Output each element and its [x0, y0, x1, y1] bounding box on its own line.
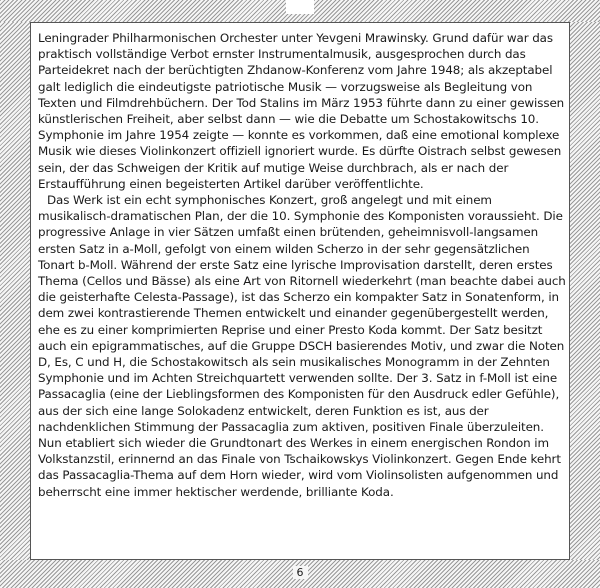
body-text	[38, 30, 566, 500]
top-frame-notch	[286, 0, 314, 14]
page-number: 6	[293, 566, 308, 579]
page-frame-left	[0, 22, 30, 560]
page-number-footer	[0, 566, 600, 580]
paragraph-2: Das Werk ist ein echt symphonisches Konzert, groß angelegt und mit einem musikalisch-dramatischen Plan, der die 10. Symphonie des Komponisten voraussieht. Die progressive Anlage in vier Sätzen umfaßt einen brütenden, geheimnisvoll-langsamen ersten Satz in a-Moll, gefolgt von einem wilden Scherzo in der sehr gegensätzlichen Tonart b-Moll. Während der erste Satz eine lyrische Improvisation darstellt, deren erstes Thema (Cellos und Bässe) als eine Art von Ritornell wiederkehrt (man beachte dabei auch die geisterhafte Celesta-Passage), ist das Scherzo ein kompakter Satz in Sonatenform, in dem zwei kontrastierende Themen entwickelt und einander gegenübergestellt werden, ehe es zu einer komprimierten Reprise und einer Presto Koda kommt. Der Satz besitzt auch ein epigrammatisches, auf die Gruppe DSCH basierendes Motiv, und zwar die Noten D, Es, C und H, die Schostakowitsch als sein musikalisches Monogramm in der Zehnten Symphonie und im Achten Streichquartett verwenden sollte. Der 3. Satz in f-Moll ist eine Passacaglia (eine der Lieblingsformen des Komponisten für den Ausdruck edler Gefühle), aus der sich eine lange Solokadenz entwickelt, deren Funktion es ist, aus der nachdenklichen Stimmung der Passacaglia zum aktiven, positiven Finale überzuleiten. Nun etabliert sich wieder die Grundtonart des Werkes in einem energischen Rondon im Volkstanzstil, erinnernd an das Finale von Tschaikowskys Violinkonzert. Gegen Ende kehrt das Passacaglia-Thema auf dem Horn wieder, wird vom Violinsolisten aufgenommen und beherrscht eine immer hektischer werdende, brilliante Koda.	[38, 193, 566, 499]
page-frame-right	[570, 22, 600, 560]
paragraph-1: Leningrader Philharmonischen Orchester unter Yevgeni Mrawinsky. Grund dafür war das praktisch vollständige Verbot ernster Instrumentalmusik, ausgesprochen durch das Parteidekret nach der berüchtigten Zhdanow-Konferenz vom Jahre 1948; als akzeptabel galt lediglich die eindeutigste patriotische Musik — vorzugsweise als Begleitung von Texten und Filmdrehbüchern. Der Tod Stalins im März 1953 führte dann zu einer gewissen künstlerischen Freiheit, aber selbst dann — wie die Debatte um Schostakowitschs 10. Symphonie im Jahre 1954 zeigte — konnte es vorkommen, daß eine emotional komplexe Musik wie dieses Violinkonzert offiziell ignoriert wurde. Es dürfte Oistrach selbst gewesen sein, der das Schweigen der Kritik auf mutige Weise durchbrach, als er nach der Erstaufführung einen begeisterten Artikel darüber veröffentlichte.	[38, 31, 565, 191]
